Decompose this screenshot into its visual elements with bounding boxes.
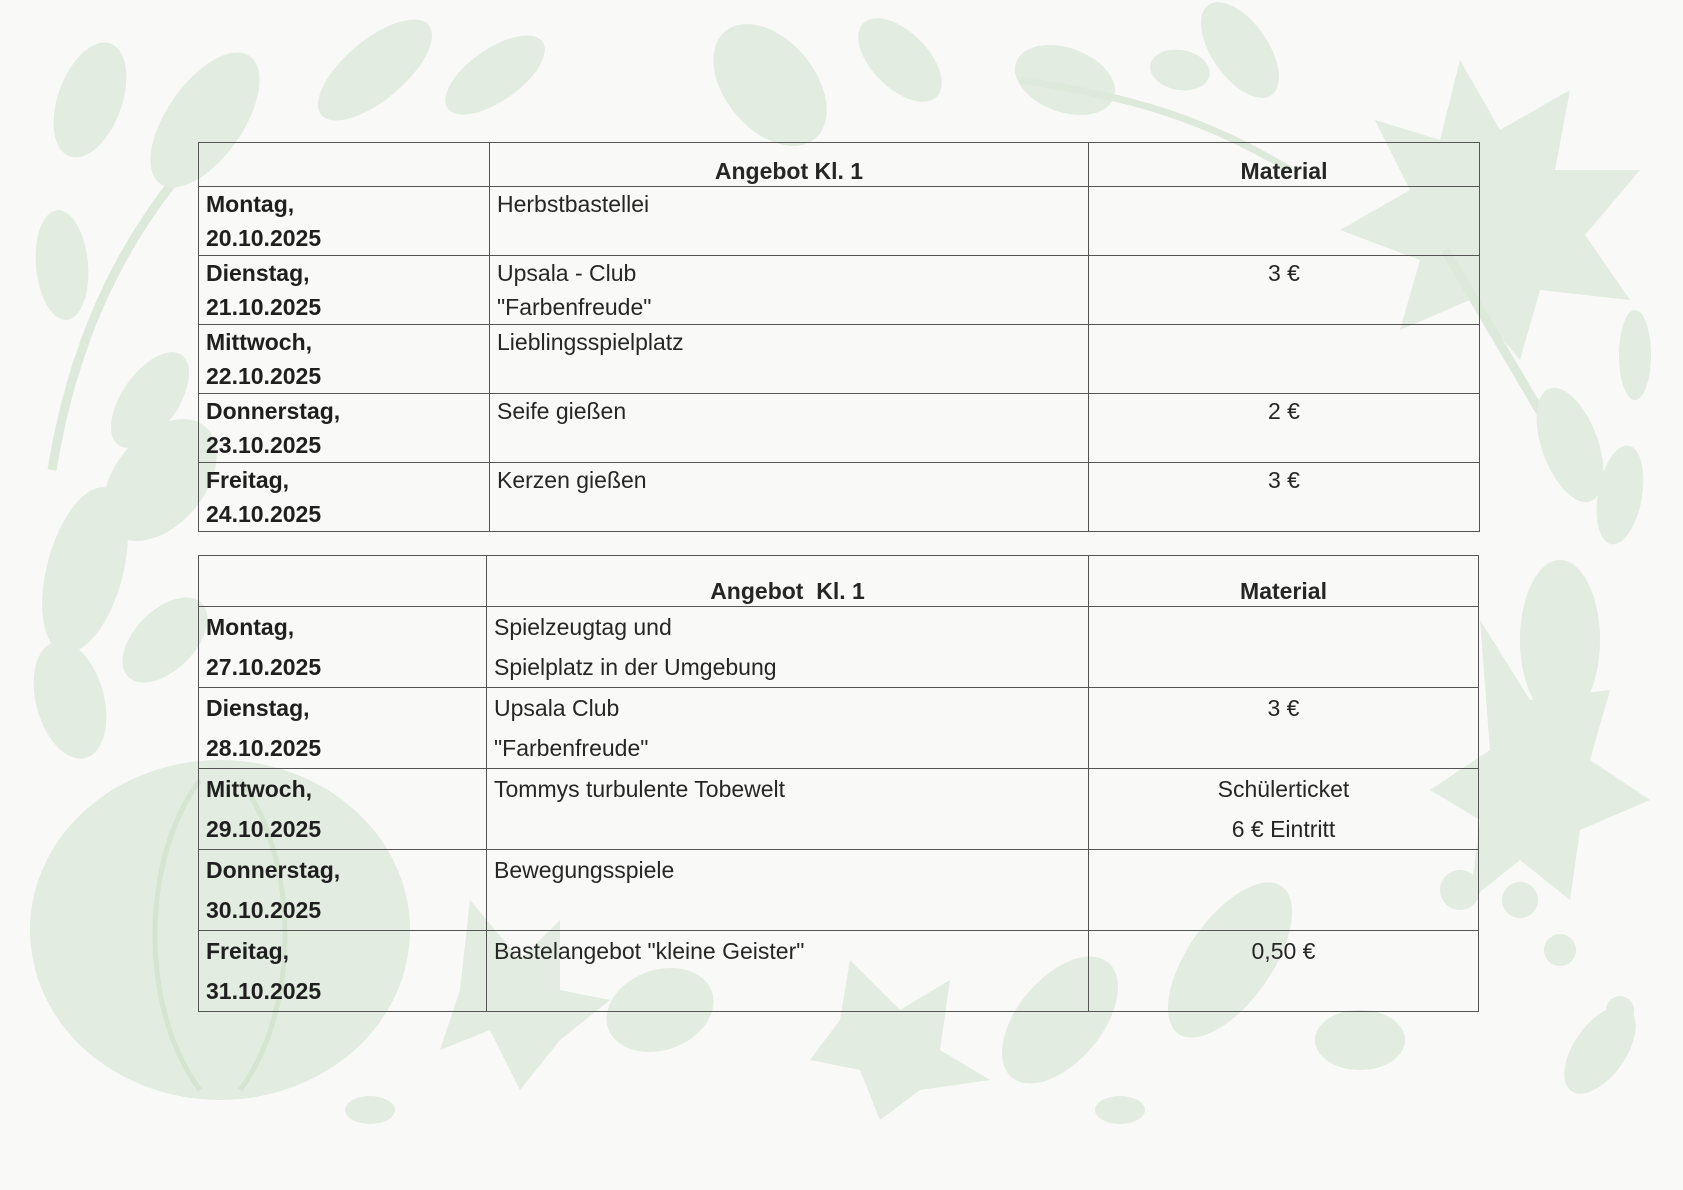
- day-name: Montag,: [206, 614, 295, 640]
- table-row: [199, 850, 1479, 931]
- schedule-table-week1: [198, 142, 1480, 532]
- offer-cell: [487, 688, 1089, 769]
- offer-line: Bastelangebot "kleine Geister": [494, 938, 805, 964]
- day-cell: [199, 187, 490, 256]
- offer-line: Tommys turbulente Tobewelt: [494, 776, 786, 802]
- day-date: 29.10.2025: [206, 816, 322, 842]
- table-row: [199, 688, 1479, 769]
- material-cell: [1089, 394, 1480, 463]
- offer-line: Upsala Club: [494, 695, 620, 721]
- day-date: 20.10.2025: [206, 225, 322, 251]
- day-name: Donnerstag,: [206, 398, 341, 424]
- table-row: [199, 607, 1479, 688]
- material-cell: [1089, 931, 1479, 1012]
- offer-line: Herbstbastellei: [497, 191, 650, 217]
- offer-line: Seife gießen: [497, 398, 627, 424]
- material-cell: [1089, 850, 1479, 931]
- day-cell: [199, 463, 490, 532]
- offer-cell: [487, 850, 1089, 931]
- day-cell: [199, 931, 487, 1012]
- offer-cell: [487, 607, 1089, 688]
- offer-line: Spielzeugtag und: [494, 614, 672, 640]
- day-date: 30.10.2025: [206, 897, 322, 923]
- day-name: Freitag,: [206, 938, 290, 964]
- offer-line: "Farbenfreude": [494, 735, 649, 761]
- material-line: 2 €: [1268, 398, 1300, 424]
- material-cell: [1089, 769, 1479, 850]
- offer-cell: [490, 394, 1089, 463]
- day-name: Freitag,: [206, 467, 290, 493]
- offer-line: Upsala - Club: [497, 260, 637, 286]
- day-name: Donnerstag,: [206, 857, 341, 883]
- table-row: [199, 325, 1480, 394]
- schedule-table-week2: [198, 555, 1479, 1012]
- material-cell: [1089, 688, 1479, 769]
- offer-cell: [490, 187, 1089, 256]
- material-cell: [1089, 607, 1479, 688]
- day-cell: [199, 607, 487, 688]
- material-line: 0,50 €: [1251, 938, 1316, 964]
- table-row: [199, 256, 1480, 325]
- offer-cell: [490, 325, 1089, 394]
- material-line: 3 €: [1268, 260, 1300, 286]
- offer-line: Kerzen gießen: [497, 467, 647, 493]
- offer-line: Bewegungsspiele: [494, 857, 675, 883]
- day-date: 24.10.2025: [206, 501, 322, 527]
- header-offer: Angebot Kl. 1: [487, 556, 1089, 607]
- day-date: 28.10.2025: [206, 735, 322, 761]
- day-cell: [199, 850, 487, 931]
- day-date: 21.10.2025: [206, 294, 322, 320]
- header-day-cell: [199, 143, 490, 187]
- header-row: [199, 143, 1480, 187]
- offer-cell: [487, 931, 1089, 1012]
- offer-line: "Farbenfreude": [497, 294, 652, 320]
- material-line: 3 €: [1268, 467, 1300, 493]
- day-cell: [199, 769, 487, 850]
- day-cell: [199, 394, 490, 463]
- material-cell: [1089, 463, 1480, 532]
- table-row: [199, 931, 1479, 1012]
- table-row: [199, 394, 1480, 463]
- day-name: Montag,: [206, 191, 295, 217]
- material-cell: [1089, 187, 1480, 256]
- material-line: 6 € Eintritt: [1231, 816, 1336, 842]
- header-material: Material: [1089, 143, 1480, 187]
- day-cell: [199, 688, 487, 769]
- offer-line: Lieblingsspielplatz: [497, 329, 684, 355]
- table-row: [199, 463, 1480, 532]
- day-date: 27.10.2025: [206, 654, 322, 680]
- day-date: 23.10.2025: [206, 432, 322, 458]
- header-material: Material: [1089, 556, 1479, 607]
- day-cell: [199, 256, 490, 325]
- table-row: [199, 187, 1480, 256]
- table-row: [199, 769, 1479, 850]
- offer-cell: [490, 256, 1089, 325]
- day-name: Dienstag,: [206, 695, 310, 721]
- material-cell: [1089, 325, 1480, 394]
- header-offer: Angebot Kl. 1: [490, 143, 1089, 187]
- offer-cell: [487, 769, 1089, 850]
- offer-line: Spielplatz in der Umgebung: [494, 654, 777, 680]
- material-cell: [1089, 256, 1480, 325]
- day-name: Dienstag,: [206, 260, 310, 286]
- day-name: Mittwoch,: [206, 329, 313, 355]
- material-line: 3 €: [1267, 695, 1300, 721]
- offer-cell: [490, 463, 1089, 532]
- header-row: [199, 556, 1479, 607]
- material-line: Schülerticket: [1217, 776, 1350, 802]
- day-cell: [199, 325, 490, 394]
- header-day-cell: [199, 556, 487, 607]
- day-date: 22.10.2025: [206, 363, 322, 389]
- day-name: Mittwoch,: [206, 776, 313, 802]
- day-date: 31.10.2025: [206, 978, 322, 1004]
